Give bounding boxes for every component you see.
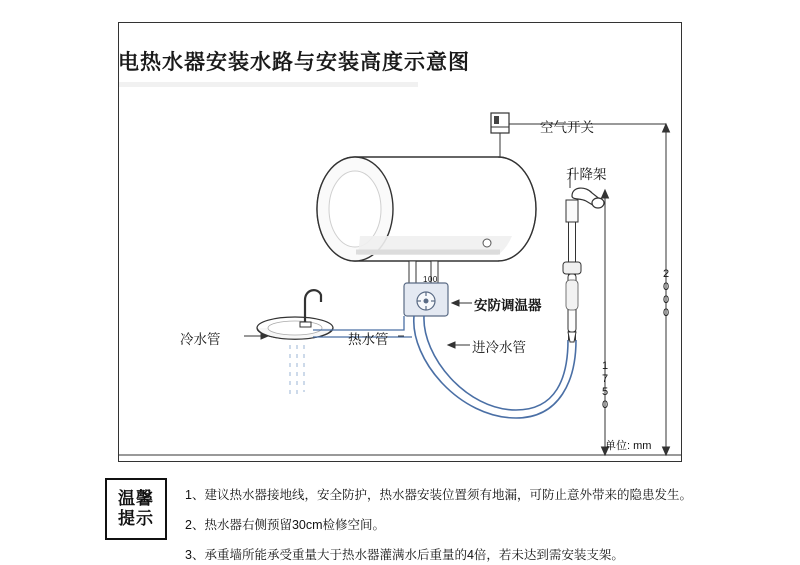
water-heater-tank-icon <box>317 157 536 261</box>
tips-list <box>185 485 705 565</box>
label-inlet-cold-water-pipe: 进冷水管 <box>472 340 526 355</box>
label-lift-bracket: 升降架 <box>566 167 607 182</box>
label-cold-water-pipe: 冷水管 <box>180 332 221 347</box>
tips-badge-line2: 提示 <box>118 509 154 528</box>
flexible-hose-pipes <box>414 316 576 418</box>
unit-note: 单位: mm <box>605 440 652 452</box>
tips-item: 1、建议热水器接地线，安全防护，热水器安装位置须有地漏，可防止意外带来的隐患发生。 <box>185 488 692 502</box>
shower-head-icon <box>563 188 604 342</box>
label-hot-water-pipe: 热水管 <box>348 332 389 347</box>
page-title: 电热水器安装水路与安装高度示意图 <box>118 51 470 74</box>
dim-arrow-top <box>663 124 670 132</box>
label-safety-thermostat: 安防调温器 <box>474 298 542 313</box>
tips-badge-line1: 温馨 <box>118 489 154 509</box>
tips-item: 2、热水器右侧预留30cm检修空间。 <box>185 518 386 532</box>
dimension-shower-height: 1750 <box>599 360 611 412</box>
label-air-switch: 空气开关 <box>540 120 594 135</box>
dimension-total-height: 2000 <box>660 268 672 320</box>
dim-arrow-shower-top <box>602 190 609 198</box>
sink-basin-icon <box>257 290 333 398</box>
label-heater-gauge: 100 <box>423 275 438 284</box>
tips-item: 3、承重墙所能承受重量大于热水器灌满水后重量的4倍，若未达到需安装支架。 <box>185 548 624 562</box>
air-switch-icon <box>491 113 509 157</box>
tank-outlet-pipe-left <box>409 261 416 283</box>
dim-arrow-bottom <box>663 447 670 455</box>
thermostat-box-icon <box>404 283 448 316</box>
tips-badge <box>105 478 167 540</box>
